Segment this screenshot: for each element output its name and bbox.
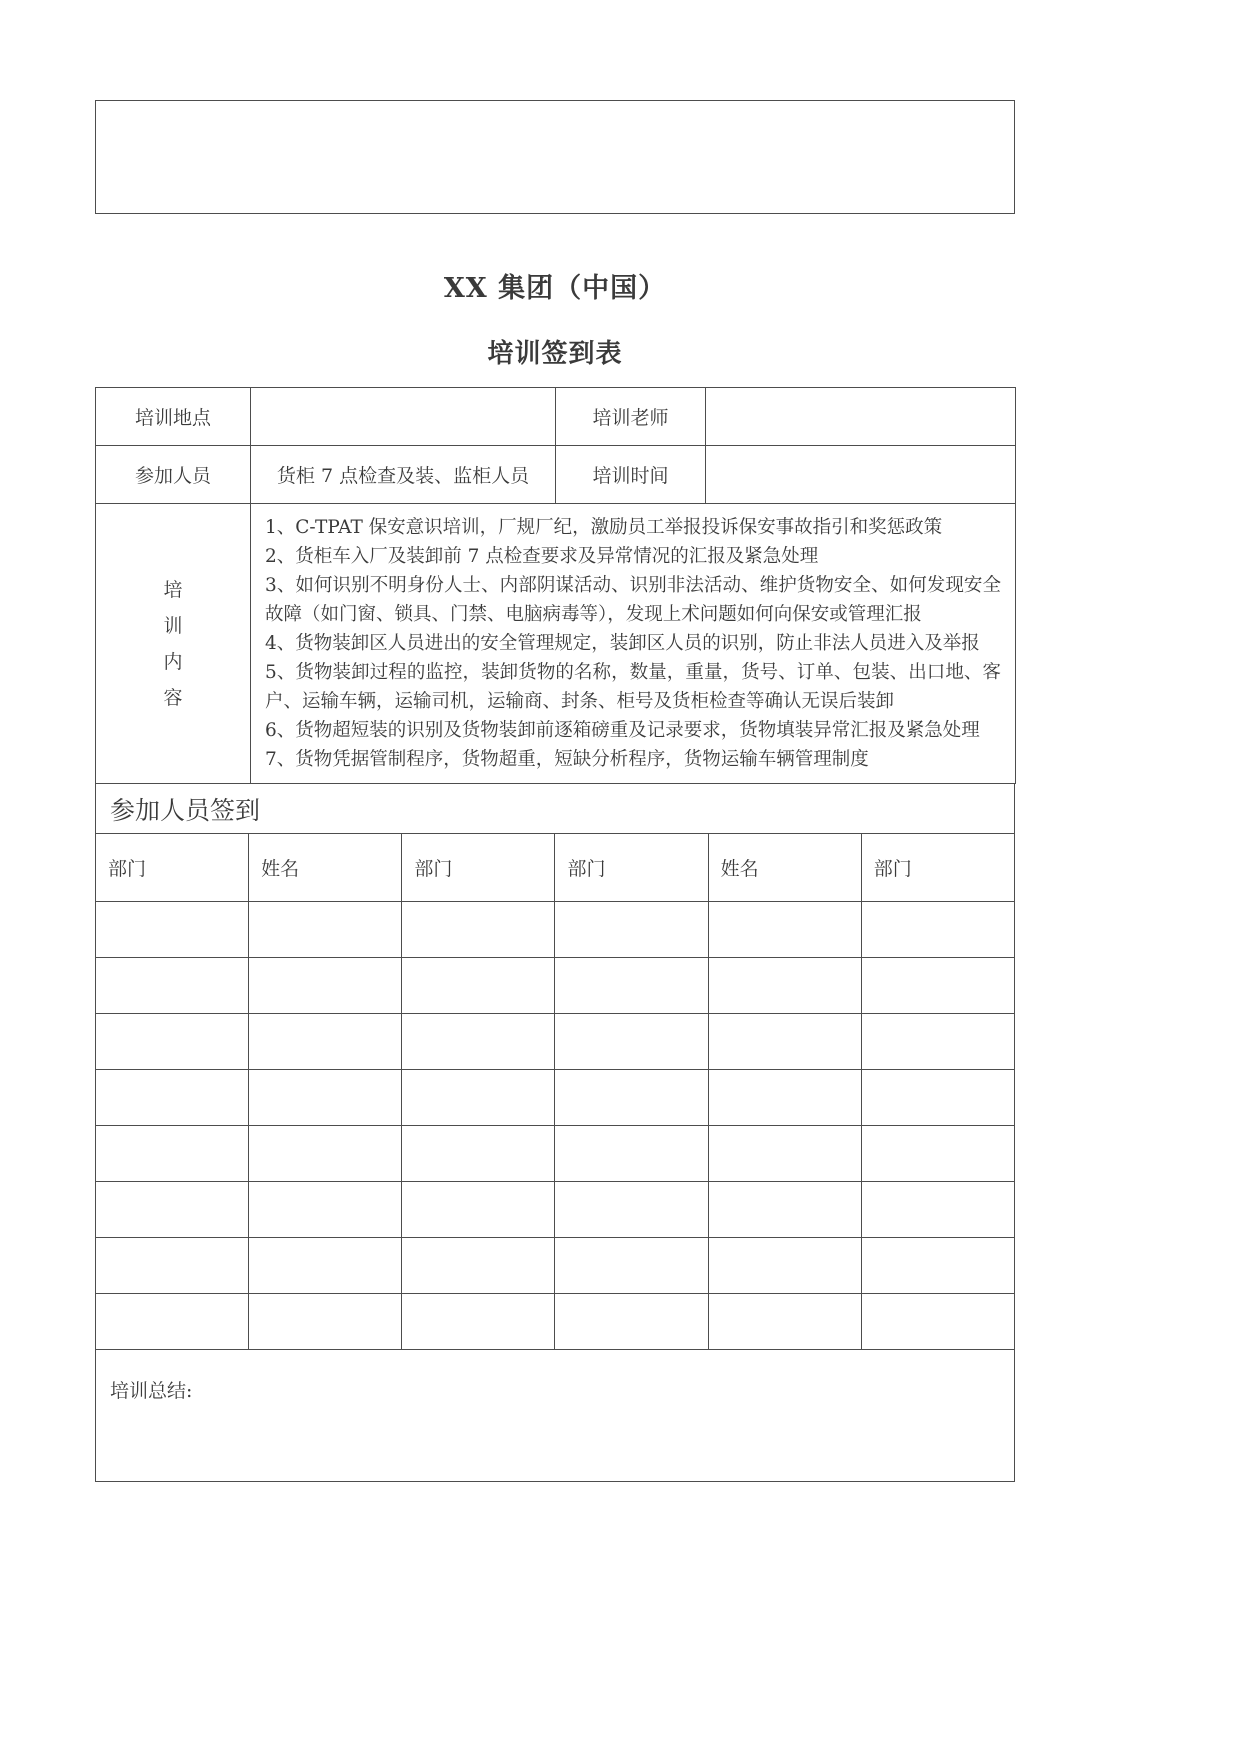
training-content-label-char: 训 xyxy=(163,614,183,637)
signin-row xyxy=(96,902,1015,958)
signin-cell[interactable] xyxy=(708,1182,861,1238)
signin-cell[interactable] xyxy=(402,1238,555,1294)
training-location-label: 培训地点 xyxy=(96,388,251,446)
signin-cell[interactable] xyxy=(861,1182,1014,1238)
signin-cell[interactable] xyxy=(402,1014,555,1070)
signin-row xyxy=(96,958,1015,1014)
training-content-item: 7、货物凭据管制程序，货物超重，短缺分析程序，货物运输车辆管理制度 xyxy=(265,749,869,770)
signin-header-cell: 姓名 xyxy=(708,834,861,902)
signin-cell[interactable] xyxy=(249,1126,402,1182)
training-content-list xyxy=(251,504,1016,784)
signin-cell[interactable] xyxy=(402,1070,555,1126)
training-content-item: 5、货物装卸过程的监控，装卸货物的名称，数量，重量，货号、订单、包装、出口地、客户、运输车辆，运输司机，运输商、封条、柜号及货柜检查等确认无误后装卸 xyxy=(265,662,1001,712)
info-row-location xyxy=(96,388,1016,446)
training-teacher-value[interactable] xyxy=(706,388,1016,446)
info-row-participants xyxy=(96,446,1016,504)
signin-cell[interactable] xyxy=(708,1014,861,1070)
signin-cell[interactable] xyxy=(96,958,249,1014)
signin-header-cell: 姓名 xyxy=(249,834,402,902)
signin-row xyxy=(96,1126,1015,1182)
participants-label: 参加人员 xyxy=(96,446,251,504)
signin-row xyxy=(96,1294,1015,1350)
signin-cell[interactable] xyxy=(96,1238,249,1294)
training-content-item: 3、如何识别不明身份人士、内部阴谋活动、识别非法活动、维护货物安全、如何发现安全故障（如门窗、锁具、门禁、电脑病毒等），发现上术问题如何向保安或管理汇报 xyxy=(265,575,1001,625)
signin-cell[interactable] xyxy=(402,1182,555,1238)
signin-header-cell: 部门 xyxy=(555,834,708,902)
signin-cell[interactable] xyxy=(249,1014,402,1070)
training-content-item: 2、货柜车入厂及装卸前 7 点检查要求及异常情况的汇报及紧急处理 xyxy=(265,546,819,567)
signin-cell[interactable] xyxy=(708,1238,861,1294)
signin-cell[interactable] xyxy=(96,1294,249,1350)
document-subtitle: 培训签到表 xyxy=(487,339,623,369)
signin-section-title: 参加人员签到 xyxy=(96,784,1015,834)
signin-cell[interactable] xyxy=(861,1294,1014,1350)
info-row-content xyxy=(96,504,1016,784)
signin-body xyxy=(96,902,1015,1350)
signin-row xyxy=(96,1014,1015,1070)
signin-cell[interactable] xyxy=(861,1126,1014,1182)
signin-cell[interactable] xyxy=(555,902,708,958)
training-time-value[interactable] xyxy=(706,446,1016,504)
signin-cell[interactable] xyxy=(555,958,708,1014)
document-page xyxy=(95,0,1015,1482)
header-empty-box xyxy=(95,100,1015,214)
signin-cell[interactable] xyxy=(708,1294,861,1350)
signin-cell[interactable] xyxy=(861,958,1014,1014)
signin-cell[interactable] xyxy=(861,902,1014,958)
signin-cell[interactable] xyxy=(96,1182,249,1238)
signin-row xyxy=(96,1238,1015,1294)
signin-cell[interactable] xyxy=(402,1126,555,1182)
signin-cell[interactable] xyxy=(249,1182,402,1238)
training-content-label xyxy=(96,504,251,784)
signin-cell[interactable] xyxy=(708,902,861,958)
training-summary-cell[interactable] xyxy=(96,1350,1015,1482)
document-title: XX 集团（中国） xyxy=(443,273,667,304)
signin-cell[interactable] xyxy=(402,958,555,1014)
training-info-table xyxy=(95,387,1016,784)
signin-header-cell: 部门 xyxy=(402,834,555,902)
signin-cell[interactable] xyxy=(861,1070,1014,1126)
training-location-value[interactable] xyxy=(251,388,556,446)
training-teacher-label: 培训老师 xyxy=(556,388,706,446)
signin-cell[interactable] xyxy=(96,1126,249,1182)
signin-cell[interactable] xyxy=(555,1294,708,1350)
training-content-label-char: 培 xyxy=(163,578,183,601)
signin-row xyxy=(96,1070,1015,1126)
signin-cell[interactable] xyxy=(249,1294,402,1350)
signin-cell[interactable] xyxy=(249,958,402,1014)
signin-cell[interactable] xyxy=(861,1014,1014,1070)
signin-row xyxy=(96,1182,1015,1238)
signin-table xyxy=(95,833,1015,1350)
signin-cell[interactable] xyxy=(708,1126,861,1182)
training-content-item: 1、C-TPAT 保安意识培训，厂规厂纪，激励员工举报投诉保安事故指引和奖惩政策 xyxy=(265,517,943,538)
training-summary-label: 培训总结: xyxy=(110,1380,193,1402)
signin-section-table xyxy=(95,783,1015,834)
training-content-item: 4、货物装卸区人员进出的安全管理规定，装卸区人员的识别，防止非法人员进入及举报 xyxy=(265,633,980,654)
signin-section-row xyxy=(96,784,1015,834)
signin-cell[interactable] xyxy=(249,902,402,958)
signin-cell[interactable] xyxy=(555,1182,708,1238)
signin-cell[interactable] xyxy=(555,1070,708,1126)
signin-cell[interactable] xyxy=(861,1238,1014,1294)
signin-cell[interactable] xyxy=(402,902,555,958)
signin-cell[interactable] xyxy=(249,1238,402,1294)
signin-cell[interactable] xyxy=(96,1070,249,1126)
signin-header-cell: 部门 xyxy=(861,834,1014,902)
summary-row xyxy=(96,1350,1015,1482)
signin-cell[interactable] xyxy=(555,1238,708,1294)
signin-header-row xyxy=(96,834,1015,902)
summary-table xyxy=(95,1349,1015,1482)
training-content-label-char: 内 xyxy=(163,650,183,673)
training-time-label: 培训时间 xyxy=(556,446,706,504)
signin-header-cell: 部门 xyxy=(96,834,249,902)
signin-cell[interactable] xyxy=(708,958,861,1014)
training-content-item: 6、货物超短装的识别及货物装卸前逐箱磅重及记录要求，货物填装异常汇报及紧急处理 xyxy=(265,720,980,741)
participants-value: 货柜 7 点检查及装、监柜人员 xyxy=(251,446,556,504)
signin-cell[interactable] xyxy=(96,1014,249,1070)
signin-cell[interactable] xyxy=(402,1294,555,1350)
signin-cell[interactable] xyxy=(708,1070,861,1126)
signin-cell[interactable] xyxy=(249,1070,402,1126)
signin-cell[interactable] xyxy=(555,1014,708,1070)
training-content-label-char: 容 xyxy=(163,686,183,709)
signin-cell[interactable] xyxy=(96,902,249,958)
signin-cell[interactable] xyxy=(555,1126,708,1182)
